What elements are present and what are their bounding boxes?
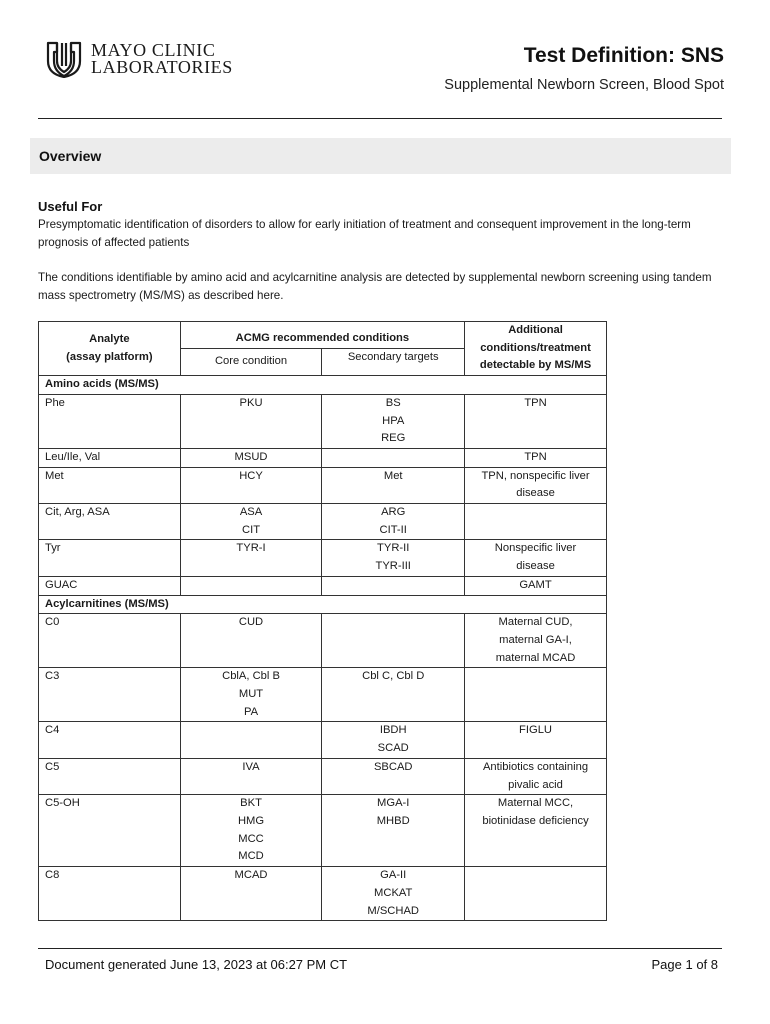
core-condition-cell: [180, 504, 322, 540]
additional-conditions-cell-line: Antibiotics containing: [482, 760, 589, 773]
core-condition-cell: [180, 722, 322, 758]
footer-generated-date: Document generated June 13, 2023 at 06:27 PM CT: [45, 957, 348, 972]
header-secondary-targets: Secondary targets: [322, 349, 465, 376]
useful-for-paragraph: Presymptomatic identification of disorders to allow for early initiation of treatment and consequent improvement in the long-term prognosis of affected patients: [38, 218, 691, 249]
analyte-cell: C8: [39, 867, 181, 921]
secondary-targets-cell-line: Met: [383, 469, 403, 482]
group-acylcarnitines: Acylcarnitines (MS/MS): [39, 595, 607, 614]
table-row: [39, 795, 607, 867]
secondary-targets-cell-line: TYR-III: [375, 560, 411, 573]
analyte-cell: Cit, Arg, ASA: [39, 504, 181, 540]
secondary-targets-cell-line: HPA: [382, 414, 405, 427]
header-analyte-sublabel: (assay platform): [66, 350, 153, 363]
group-amino-acids-row: [39, 376, 607, 395]
additional-conditions-cell: [465, 576, 607, 595]
additional-conditions-cell: [465, 394, 607, 448]
page-title: Test Definition: SNS: [523, 44, 724, 67]
core-condition-cell: [180, 758, 322, 794]
core-condition-cell-line: CIT: [242, 523, 261, 536]
secondary-targets-cell: [322, 448, 465, 467]
additional-conditions-cell-line: Maternal CUD,: [498, 616, 573, 629]
secondary-targets-cell-line: REG: [381, 432, 406, 445]
group-acylcarnitines-row: [39, 595, 607, 614]
secondary-targets-cell-line: M/SCHAD: [367, 904, 419, 917]
additional-conditions-cell: [465, 795, 607, 867]
table-row: [39, 722, 607, 758]
secondary-targets-cell: [322, 614, 465, 668]
secondary-targets-cell-line: TYR-II: [377, 542, 410, 555]
analyte-cell: C5: [39, 758, 181, 794]
header-acmg: ACMG recommended conditions: [180, 322, 464, 349]
conditions-table: [38, 321, 607, 921]
table-row: [39, 394, 607, 448]
additional-conditions-cell: [465, 867, 607, 921]
core-condition-cell-line: IVA: [242, 760, 260, 773]
secondary-targets-cell: [322, 758, 465, 794]
core-condition-cell: [180, 576, 322, 595]
secondary-targets-cell: [322, 540, 465, 576]
secondary-targets-cell-line: ARG: [381, 506, 406, 519]
secondary-targets-cell: [322, 394, 465, 448]
table-row: [39, 758, 607, 794]
core-condition-cell: [180, 614, 322, 668]
secondary-targets-cell-line: GA-II: [380, 869, 407, 882]
additional-conditions-cell: [465, 758, 607, 794]
table-row: [39, 540, 607, 576]
additional-conditions-cell: [465, 668, 607, 722]
additional-conditions-cell-line: FIGLU: [519, 724, 552, 737]
secondary-targets-cell-line: MHBD: [376, 814, 410, 827]
overview-section-header: [30, 138, 731, 174]
core-condition-cell: [180, 668, 322, 722]
secondary-targets-cell: [322, 668, 465, 722]
group-amino-acids: Amino acids (MS/MS): [39, 376, 607, 395]
secondary-targets-cell: [322, 722, 465, 758]
analyte-cell: C4: [39, 722, 181, 758]
mayo-shield-icon: [46, 40, 82, 78]
header-additional-line-3: detectable by MS/MS: [479, 359, 592, 372]
secondary-targets-cell-line: Cbl C, Cbl D: [362, 670, 425, 683]
secondary-targets-cell: [322, 504, 465, 540]
additional-conditions-cell-line: disease: [516, 487, 555, 500]
header-divider: [38, 118, 722, 119]
secondary-targets-cell-line: IBDH: [379, 724, 407, 737]
additional-conditions-cell-line: disease: [516, 560, 555, 573]
header-analyte: [39, 322, 181, 376]
conditions-paragraph: The conditions identifiable by amino acid and acylcarnitine analysis are detected by supplemental newborn screening using tandem mass spectrometry (MS/MS) as described here.: [38, 271, 712, 302]
header-analyte-label: Analyte: [89, 332, 130, 345]
additional-conditions-cell-line: TPN: [524, 450, 547, 463]
additional-conditions-cell-line: maternal GA-I,: [499, 633, 572, 646]
header-additional: [465, 322, 607, 376]
secondary-targets-cell: [322, 795, 465, 867]
secondary-targets-cell-line: BS: [385, 396, 401, 409]
conditions-table-body: [39, 376, 607, 921]
secondary-targets-cell-line: MCKAT: [374, 886, 413, 899]
table-row: [39, 668, 607, 722]
secondary-targets-cell-line: SBCAD: [373, 760, 413, 773]
table-row: [39, 576, 607, 595]
core-condition-cell-line: MCD: [238, 850, 264, 863]
table-row: [39, 867, 607, 921]
analyte-cell: C3: [39, 668, 181, 722]
useful-for-heading: Useful For: [38, 199, 103, 214]
additional-conditions-cell-line: Nonspecific liver: [494, 542, 577, 555]
core-condition-cell: [180, 448, 322, 467]
secondary-targets-cell-line: CIT-II: [379, 523, 407, 536]
core-condition-cell-line: MUT: [238, 688, 264, 701]
additional-conditions-cell-line: Maternal MCC,: [497, 797, 574, 810]
additional-conditions-cell-line: GAMT: [519, 578, 552, 591]
secondary-targets-cell-line: MGA-I: [377, 797, 410, 810]
core-condition-cell-line: BKT: [240, 797, 262, 810]
secondary-targets-cell: [322, 576, 465, 595]
analyte-cell: Tyr: [39, 540, 181, 576]
table-row: [39, 448, 607, 467]
additional-conditions-cell: [465, 614, 607, 668]
additional-conditions-cell-line: pivalic acid: [508, 778, 563, 791]
core-condition-cell-line: MCAD: [234, 869, 268, 882]
table-row: [39, 504, 607, 540]
core-condition-cell-line: ASA: [239, 506, 263, 519]
analyte-cell: Leu/Ile, Val: [39, 448, 181, 467]
core-condition-cell-line: CblA, Cbl B: [222, 670, 280, 683]
additional-conditions-cell-line: maternal MCAD: [495, 651, 576, 664]
analyte-cell: Met: [39, 467, 181, 503]
core-condition-cell-line: CUD: [238, 616, 264, 629]
header-core-condition: Core condition: [180, 349, 322, 376]
table-row: [39, 467, 607, 503]
core-condition-cell: [180, 867, 322, 921]
core-condition-cell: [180, 795, 322, 867]
secondary-targets-cell-line: SCAD: [377, 742, 409, 755]
additional-conditions-cell: [465, 467, 607, 503]
header-additional-line-1: Additional: [508, 324, 563, 336]
additional-conditions-cell-line: TPN: [524, 396, 547, 409]
header-additional-line-2: conditions/treatment: [480, 341, 591, 354]
additional-conditions-cell: [465, 540, 607, 576]
core-condition-cell-line: MCC: [238, 832, 264, 845]
additional-conditions-cell-line: TPN, nonspecific liver: [481, 469, 590, 482]
core-condition-cell: [180, 394, 322, 448]
footer-page-number: Page 1 of 8: [651, 957, 718, 972]
secondary-targets-cell: [322, 867, 465, 921]
core-condition-cell: [180, 467, 322, 503]
additional-conditions-cell: [465, 722, 607, 758]
logo-line-2: LABORATORIES: [91, 57, 233, 77]
core-condition-cell-line: PKU: [239, 396, 263, 409]
page-subtitle: Supplemental Newborn Screen, Blood Spot: [444, 77, 724, 93]
footer-divider: [38, 948, 722, 949]
core-condition-cell-line: TYR-I: [236, 542, 266, 555]
section-title: Overview: [39, 148, 102, 164]
analyte-cell: C0: [39, 614, 181, 668]
core-condition-cell: [180, 540, 322, 576]
additional-conditions-cell: [465, 504, 607, 540]
mayo-clinic-logo: [46, 40, 233, 78]
analyte-cell: C5-OH: [39, 795, 181, 867]
secondary-targets-cell: [322, 467, 465, 503]
core-condition-cell-line: HCY: [239, 469, 263, 482]
core-condition-cell-line: PA: [243, 705, 259, 718]
table-row: [39, 614, 607, 668]
additional-conditions-cell: [465, 448, 607, 467]
core-condition-cell-line: HMG: [237, 814, 265, 827]
analyte-cell: Phe: [39, 394, 181, 448]
analyte-cell: GUAC: [39, 576, 181, 595]
core-condition-cell-line: MSUD: [234, 450, 268, 463]
additional-conditions-cell-line: biotinidase deficiency: [482, 814, 589, 827]
logo-line-1: MAYO CLINIC: [91, 40, 216, 60]
